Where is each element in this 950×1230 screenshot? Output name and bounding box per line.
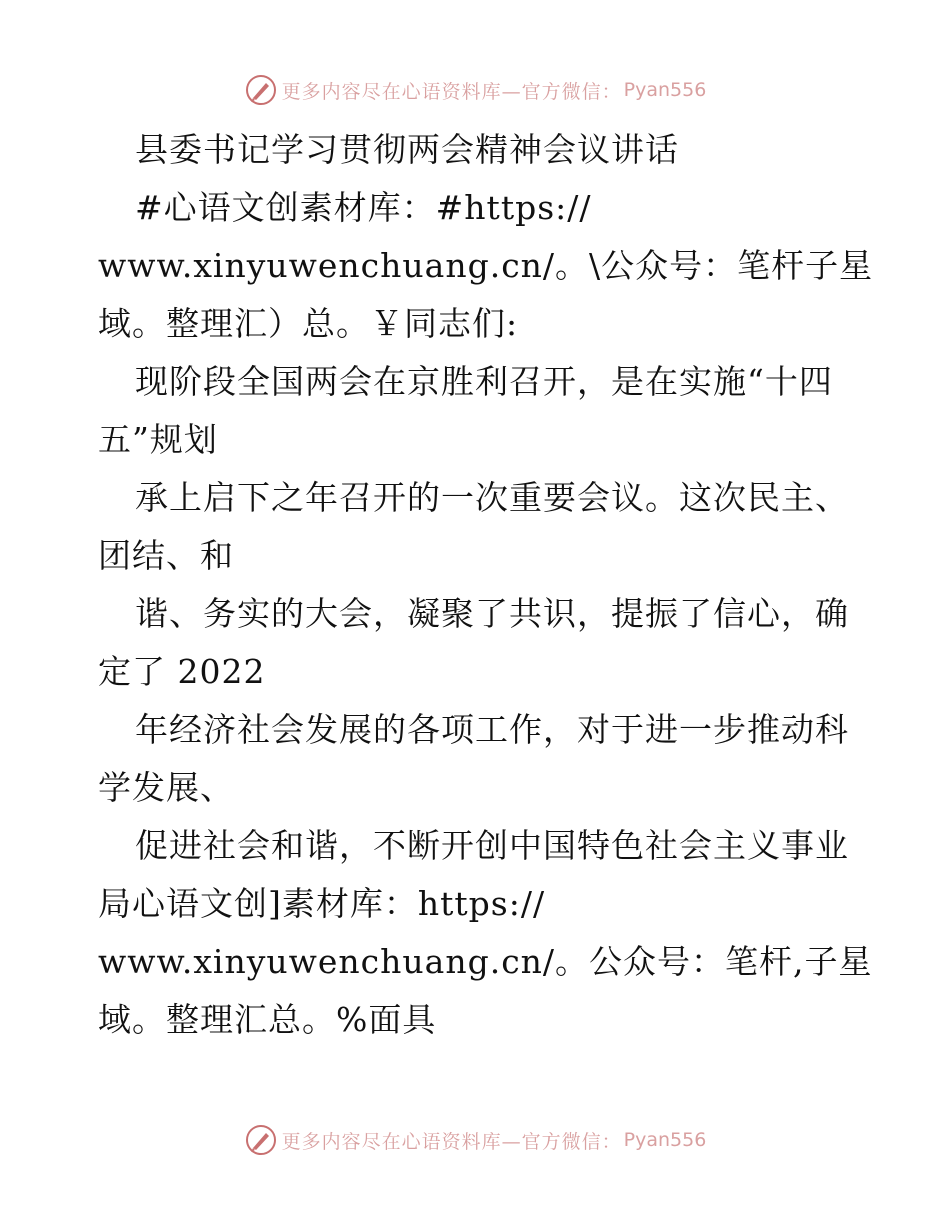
watermark-text: 更多内容尽在心语资料库—官方微信： (281, 1130, 622, 1153)
text-line: 定了 2022 (98, 652, 266, 691)
header-watermark (0, 70, 950, 110)
text-line: 学发展、 (98, 768, 234, 807)
pen-logo-icon (244, 73, 278, 107)
watermark-wechat-id: Pyan556 (623, 79, 707, 101)
text-line: 承上启下之年召开的一次重要会议。这次民主、 (135, 478, 849, 517)
footer-watermark (0, 1120, 950, 1160)
text-line: 五”规划 (98, 420, 218, 459)
text-line: 域。整理汇总。%面具 (98, 1000, 437, 1039)
text-line: 谐、务实的大会，凝聚了共识，提振了信心，确 (135, 594, 849, 633)
watermark-text: 更多内容尽在心语资料库—官方微信： (281, 80, 622, 103)
text-line: www.xinyuwenchuang.cn/。\公众号：笔杆子星 (98, 246, 874, 285)
text-line: www.xinyuwenchuang.cn/。公众号：笔杆,子星 (98, 942, 873, 981)
text-line: 年经济社会发展的各项工作，对于进一步推动科 (135, 710, 849, 749)
text-line: #心语文创素材库：#https:// (135, 188, 592, 227)
text-line: 团结、和 (98, 536, 234, 575)
text-line: 域。整理汇）总。￥同志们: (98, 304, 519, 343)
text-line: 促进社会和谐，不断开创中国特色社会主义事业 (135, 826, 849, 865)
watermark-wechat-id: Pyan556 (623, 1129, 707, 1151)
text-line: 现阶段全国两会在京胜利召开，是在实施“十四 (135, 362, 833, 401)
document-title: 县委书记学习贯彻两会精神会议讲话 (135, 130, 679, 169)
text-line: 局心语文创]素材库：https:// (98, 884, 546, 923)
pen-logo-icon (244, 1123, 278, 1157)
